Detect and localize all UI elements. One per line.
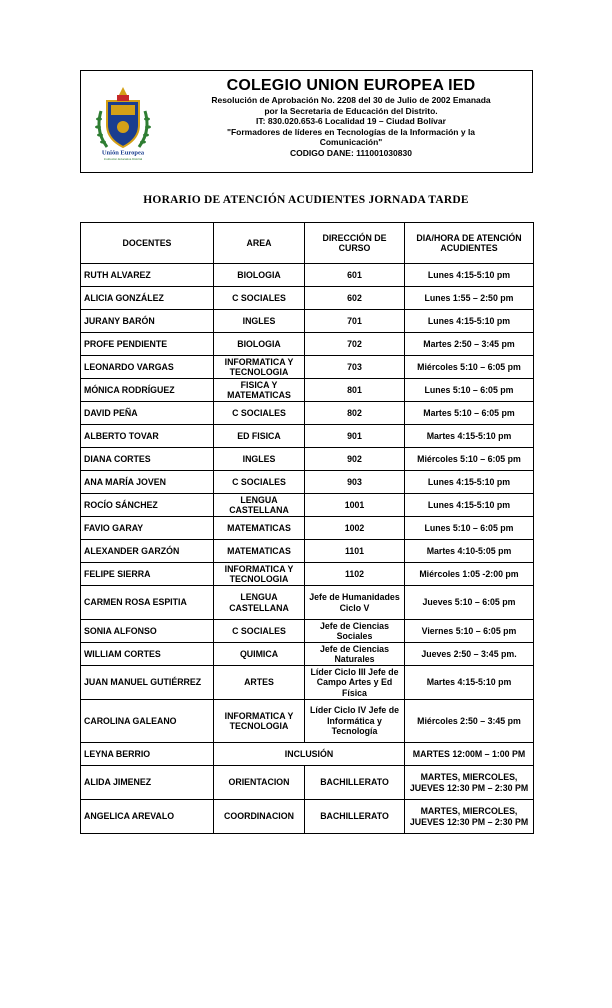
- curso-cell: 801: [305, 379, 405, 402]
- docente-cell: ALBERTO TOVAR: [81, 425, 214, 448]
- table-row: [81, 356, 534, 379]
- table-row: [81, 766, 534, 800]
- area-cell: INGLES: [214, 448, 305, 471]
- area-merged-cell: INCLUSIÓN: [214, 743, 405, 766]
- nit-line: IT: 830.020.653-6 Localidad 19 – Ciudad Bolívar: [256, 116, 446, 126]
- horario-cell: Lunes 4:15-5:10 pm: [405, 264, 534, 287]
- curso-cell: 903: [305, 471, 405, 494]
- curso-cell: Líder Ciclo IV Jefe de Informática y Tecnología: [305, 700, 405, 743]
- table-row: [81, 586, 534, 620]
- table-row: [81, 800, 534, 834]
- horario-cell: Martes 4:10-5:05 pm: [405, 540, 534, 563]
- table-row: [81, 494, 534, 517]
- table-row: [81, 310, 534, 333]
- horario-cell: Lunes 5:10 – 6:05 pm: [405, 379, 534, 402]
- horario-cell: Jueves 5:10 – 6:05 pm: [405, 586, 534, 620]
- table-row: [81, 700, 534, 743]
- table-row: [81, 448, 534, 471]
- area-cell: MATEMATICAS: [214, 540, 305, 563]
- docente-cell: ROCÍO SÁNCHEZ: [81, 494, 214, 517]
- col-header-horario: DIA/HORA DE ATENCIÓN ACUDIENTES: [405, 223, 534, 264]
- horario-cell: MARTES, MIERCOLES, JUEVES 12:30 PM – 2:30 PM: [405, 766, 534, 800]
- curso-cell: 1001: [305, 494, 405, 517]
- table-row: [81, 517, 534, 540]
- horario-cell: Martes 2:50 – 3:45 pm: [405, 333, 534, 356]
- area-cell: BIOLOGIA: [214, 264, 305, 287]
- docente-cell: LEYNA BERRIO: [81, 743, 214, 766]
- docente-cell: LEONARDO VARGAS: [81, 356, 214, 379]
- curso-cell: Líder Ciclo III Jefe de Campo Artes y Ed Física: [305, 666, 405, 700]
- docente-cell: WILLIAM CORTES: [81, 643, 214, 666]
- horario-cell: Miércoles 2:50 – 3:45 pm: [405, 700, 534, 743]
- horario-cell: Martes 4:15-5:10 pm: [405, 666, 534, 700]
- curso-cell: BACHILLERATO: [305, 766, 405, 800]
- curso-cell: Jefe de Humanidades Ciclo V: [305, 586, 405, 620]
- curso-cell: 602: [305, 287, 405, 310]
- table-row: [81, 540, 534, 563]
- svg-text:Institución Educativa Distrita: Institución Educativa Distrital: [103, 157, 143, 161]
- table-row: [81, 743, 534, 766]
- table-row: [81, 402, 534, 425]
- horario-cell: MARTES 12:00M – 1:00 PM: [405, 743, 534, 766]
- docente-cell: FELIPE SIERRA: [81, 563, 214, 586]
- docente-cell: ALEXANDER GARZÓN: [81, 540, 214, 563]
- docente-cell: CARMEN ROSA ESPITIA: [81, 586, 214, 620]
- horario-cell: Miércoles 5:10 – 6:05 pm: [405, 356, 534, 379]
- curso-cell: 1002: [305, 517, 405, 540]
- curso-cell: Jefe de Ciencias Naturales: [305, 643, 405, 666]
- docente-cell: RUTH ALVAREZ: [81, 264, 214, 287]
- curso-cell: 802: [305, 402, 405, 425]
- dane-code: CODIGO DANE: 111001030830: [290, 147, 412, 158]
- horario-cell: Lunes 4:15-5:10 pm: [405, 471, 534, 494]
- table-row: [81, 666, 534, 700]
- area-cell: LENGUA CASTELLANA: [214, 586, 305, 620]
- horario-cell: Lunes 4:15-5:10 pm: [405, 494, 534, 517]
- curso-cell: 701: [305, 310, 405, 333]
- area-cell: LENGUA CASTELLANA: [214, 494, 305, 517]
- table-row: [81, 379, 534, 402]
- docente-cell: MÓNICA RODRÍGUEZ: [81, 379, 214, 402]
- area-cell: ARTES: [214, 666, 305, 700]
- col-header-docentes: DOCENTES: [81, 223, 214, 264]
- table-row: [81, 264, 534, 287]
- page-title: HORARIO DE ATENCIÓN ACUDIENTES JORNADA TARDE: [143, 194, 469, 206]
- resolution-line: Resolución de Aprobación No. 2208 del 30 de Julio de 2002 Emanada: [211, 95, 491, 105]
- area-cell: INFORMATICA Y TECNOLOGIA: [214, 356, 305, 379]
- curso-cell: 601: [305, 264, 405, 287]
- table-header-row: [81, 223, 534, 264]
- horario-cell: Viernes 5:10 – 6:05 pm: [405, 620, 534, 643]
- area-cell: C SOCIALES: [214, 471, 305, 494]
- area-cell: ED FISICA: [214, 425, 305, 448]
- horario-cell: Miércoles 1:05 -2:00 pm: [405, 563, 534, 586]
- curso-cell: 1101: [305, 540, 405, 563]
- table-row: [81, 333, 534, 356]
- table-row: [81, 620, 534, 643]
- area-cell: INGLES: [214, 310, 305, 333]
- table-row: [81, 425, 534, 448]
- docente-cell: JUAN MANUEL GUTIÉRREZ: [81, 666, 214, 700]
- area-cell: C SOCIALES: [214, 287, 305, 310]
- area-cell: BIOLOGIA: [214, 333, 305, 356]
- curso-cell: 902: [305, 448, 405, 471]
- area-cell: ORIENTACION: [214, 766, 305, 800]
- horario-cell: Miércoles 5:10 – 6:05 pm: [405, 448, 534, 471]
- school-crest-logo: [93, 81, 153, 161]
- curso-cell: 703: [305, 356, 405, 379]
- table-row: [81, 643, 534, 666]
- curso-cell: 702: [305, 333, 405, 356]
- area-cell: C SOCIALES: [214, 402, 305, 425]
- header-text-block: [181, 77, 521, 158]
- area-cell: FISICA Y MATEMATICAS: [214, 379, 305, 402]
- school-header: [80, 70, 533, 173]
- schedule-table: [80, 222, 534, 834]
- col-header-area: AREA: [214, 223, 305, 264]
- table-row: [81, 471, 534, 494]
- horario-cell: Lunes 5:10 – 6:05 pm: [405, 517, 534, 540]
- docente-cell: CAROLINA GALEANO: [81, 700, 214, 743]
- docente-cell: ANA MARÍA JOVEN: [81, 471, 214, 494]
- curso-cell: 1102: [305, 563, 405, 586]
- area-cell: C SOCIALES: [214, 620, 305, 643]
- docente-cell: DIANA CORTES: [81, 448, 214, 471]
- table-row: [81, 563, 534, 586]
- horario-cell: Lunes 1:55 – 2:50 pm: [405, 287, 534, 310]
- svg-text:Unión Europea: Unión Europea: [101, 149, 145, 157]
- docente-cell: DAVID PEÑA: [81, 402, 214, 425]
- motto-line: "Formadores de líderes en Tecnologías de la Información y la: [226, 126, 476, 137]
- curso-cell: 901: [305, 425, 405, 448]
- area-cell: COORDINACION: [214, 800, 305, 834]
- docente-cell: PROFE PENDIENTE: [81, 333, 214, 356]
- resolution-line-2: por la Secretaria de Educación del Distrito.: [264, 105, 438, 116]
- curso-cell: Jefe de Ciencias Sociales: [305, 620, 405, 643]
- docente-cell: ANGELICA AREVALO: [81, 800, 214, 834]
- horario-cell: Jueves 2:50 – 3:45 pm.: [405, 643, 534, 666]
- col-header-curso: DIRECCIÓN DE CURSO: [305, 223, 405, 264]
- area-cell: INFORMATICA Y TECNOLOGIA: [214, 700, 305, 743]
- docente-cell: ALIDA JIMENEZ: [81, 766, 214, 800]
- horario-cell: Martes 4:15-5:10 pm: [405, 425, 534, 448]
- horario-cell: MARTES, MIERCOLES, JUEVES 12:30 PM – 2:30 PM: [405, 800, 534, 834]
- docente-cell: SONIA ALFONSO: [81, 620, 214, 643]
- area-cell: INFORMATICA Y TECNOLOGIA: [214, 563, 305, 586]
- area-cell: QUIMICA: [214, 643, 305, 666]
- docente-cell: JURANY BARÓN: [81, 310, 214, 333]
- horario-cell: Lunes 4:15-5:10 pm: [405, 310, 534, 333]
- docente-cell: FAVIO GARAY: [81, 517, 214, 540]
- curso-cell: BACHILLERATO: [305, 800, 405, 834]
- motto-line-2: Comunicación": [319, 137, 383, 147]
- area-cell: MATEMATICAS: [214, 517, 305, 540]
- horario-cell: Martes 5:10 – 6:05 pm: [405, 402, 534, 425]
- school-name: COLEGIO UNION EUROPEA IED: [226, 77, 476, 94]
- docente-cell: ALICIA GONZÁLEZ: [81, 287, 214, 310]
- table-row: [81, 287, 534, 310]
